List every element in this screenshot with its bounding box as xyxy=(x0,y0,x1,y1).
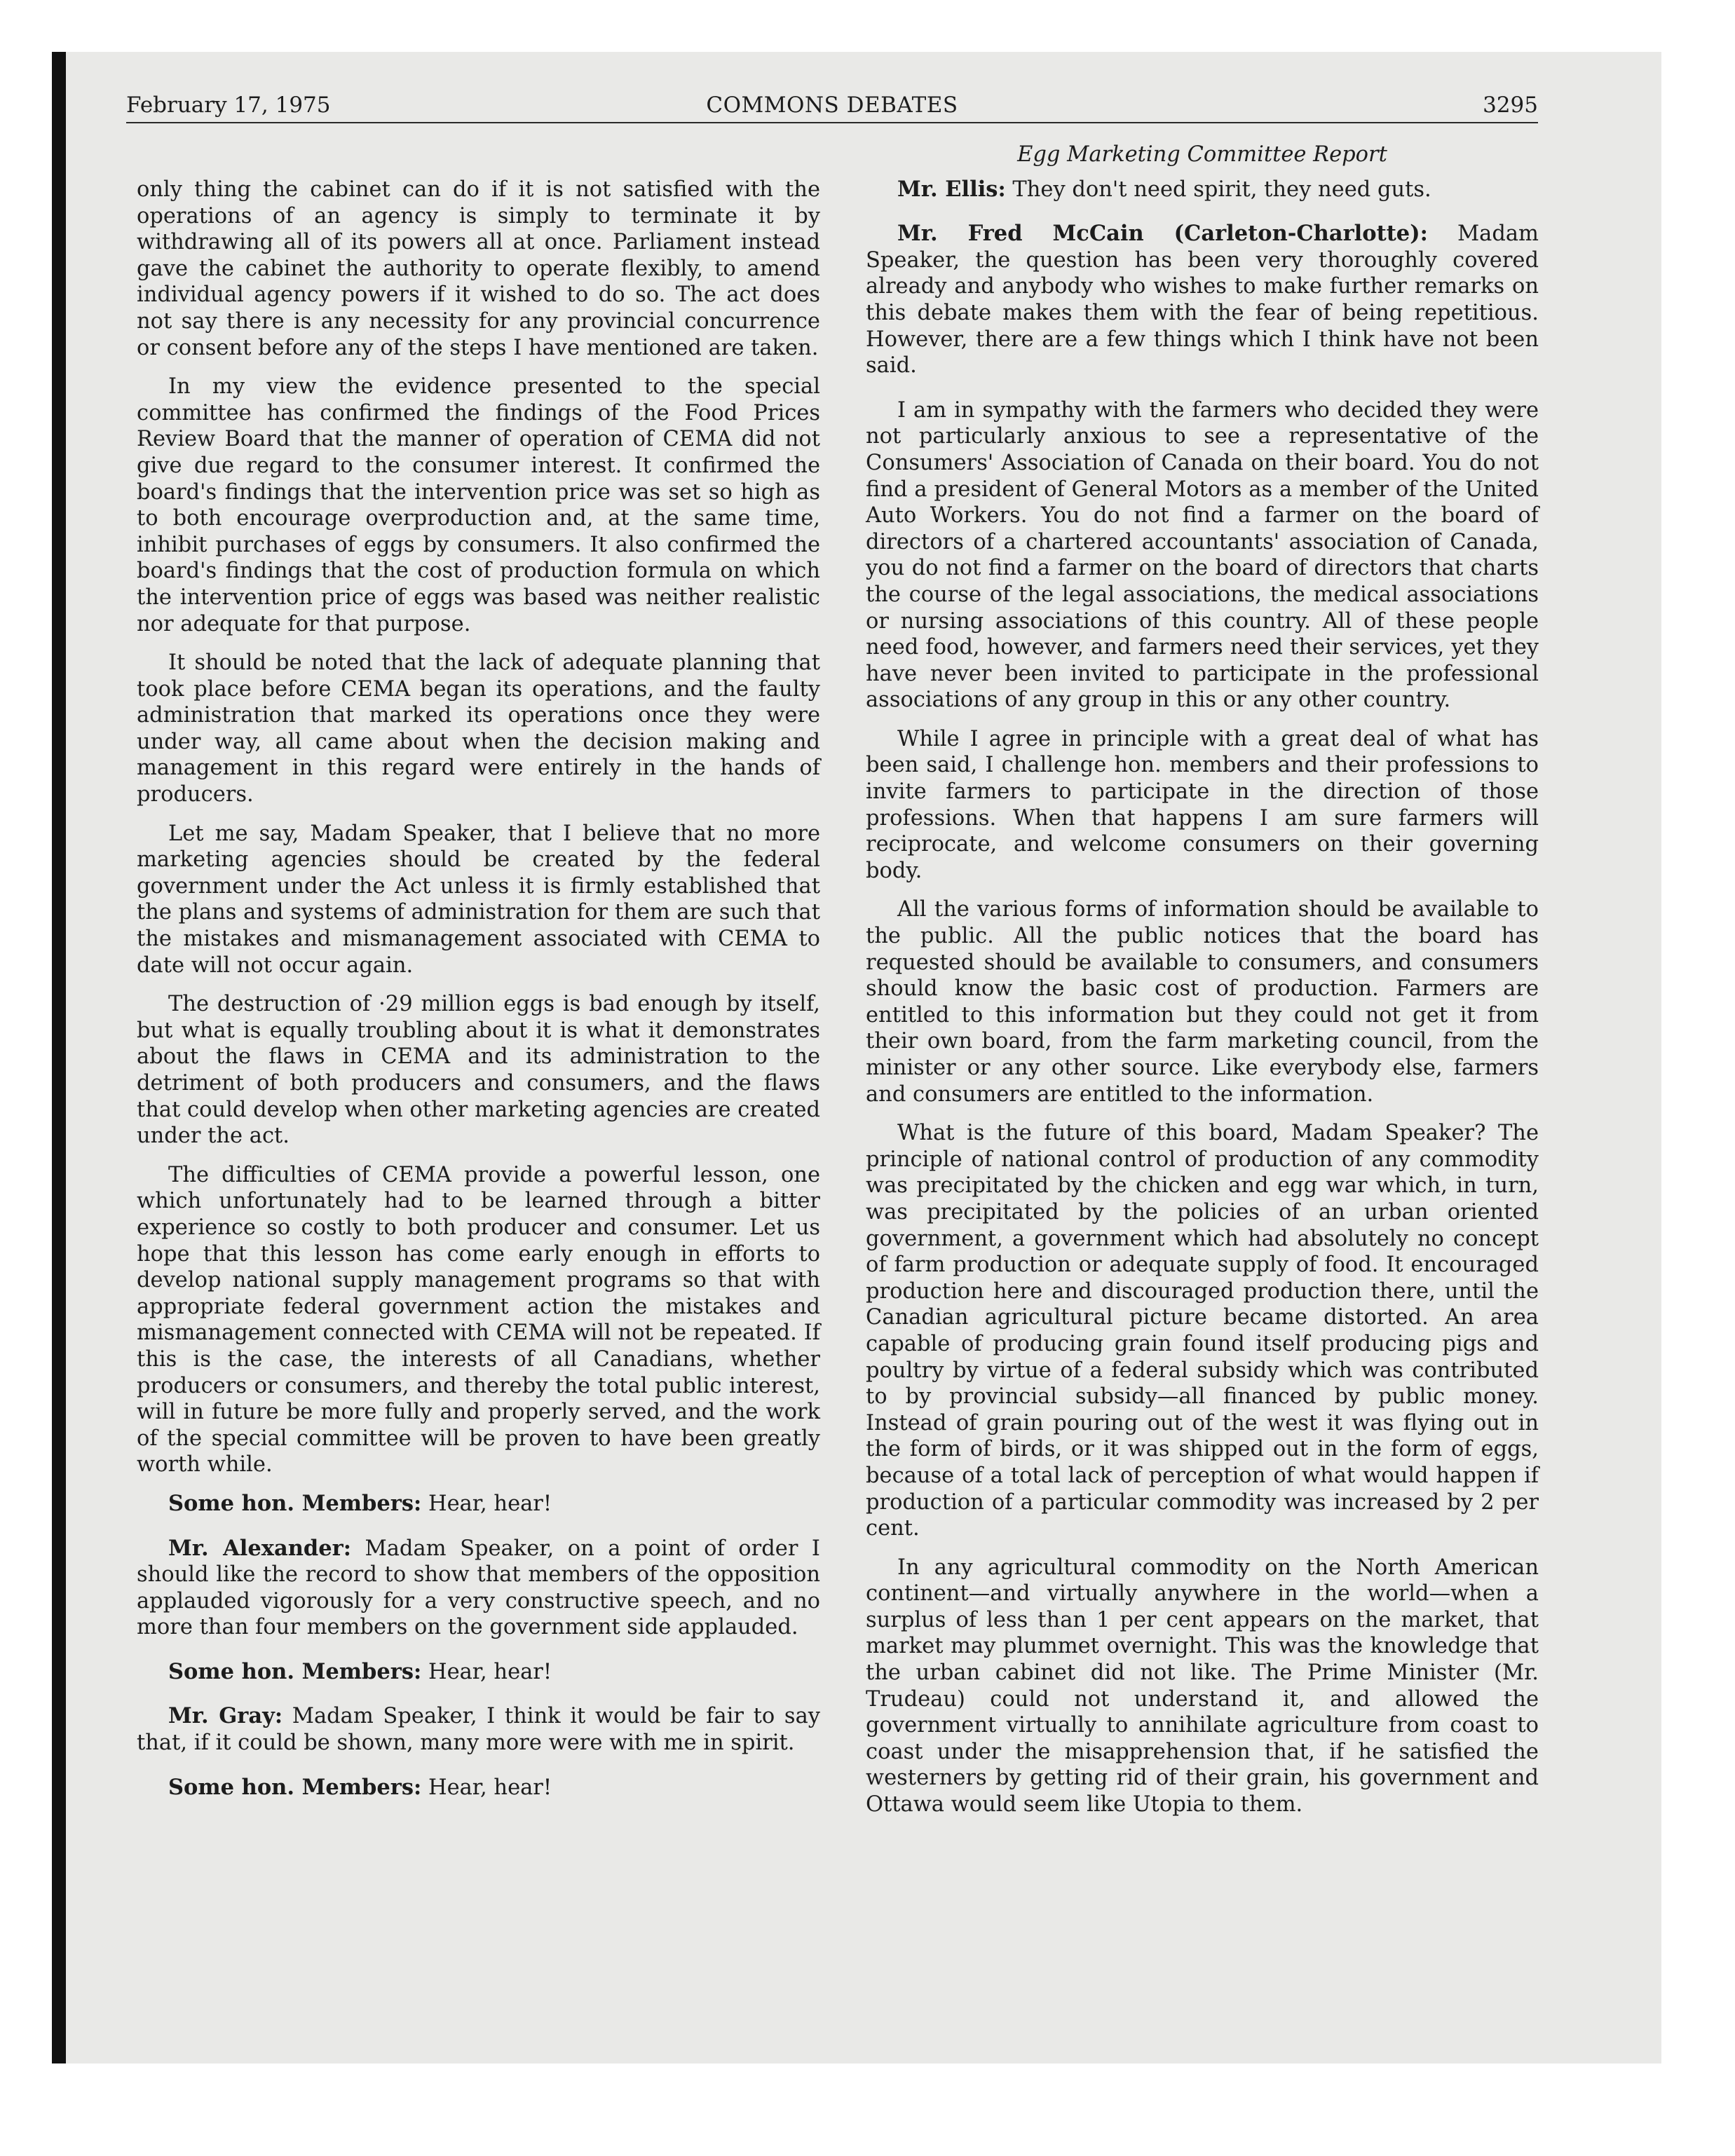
paragraph: In my view the evidence presented to the special committee has confirmed the findings of the Food Prices Review Board that the manner of operation of CEMA did not give due regard to the consumer interest. It confirmed the board's findings that the intervention price was set so high as to both encourage overproduction and, at the same time, inhibit purchases of eggs by consumers. It also confirmed the board's findings that the cost of production formula on which the intervention price of eggs was based was neither realistic nor adequate for that purpose. xyxy=(137,374,820,636)
speech xyxy=(866,221,1539,379)
speech xyxy=(137,1775,820,1801)
speech-text: Hear, hear! xyxy=(428,1491,552,1516)
speaker-name: Some hon. Members: xyxy=(168,1658,422,1684)
speaker-name: Mr. Gray: xyxy=(168,1703,283,1729)
speech-text: Madam Speaker, I think it would be fair to say that, if it could be shown, many more were with me in spirit. xyxy=(137,1704,820,1756)
speech-text: Hear, hear! xyxy=(428,1775,552,1800)
page-header xyxy=(126,91,1538,119)
paragraph: The destruction of ·29 million eggs is bad enough by itself, but what is equally troubling about it is what it demonstrates about the flaws in CEMA and its administration to the detriment of both producers and consumers, and the flaws that could develop when other marketing agencies are created under the act. xyxy=(137,992,820,1149)
speaker-name: Some hon. Members: xyxy=(168,1490,422,1516)
paragraph: The difficulties of CEMA provide a powerful lesson, one which unfortunately had to be learned through a bitter experience so costly to both producer and consumer. Let us hope that this lesson has come early enough in efforts to develop national supply management programs so that with appropriate federal government action the mistakes and mismanagement connected with CEMA will not be repeated. If this is the case, the interests of all Canadians, whether producers or consumers, and thereby the total public interest, will in future be more fully and properly served, and the work of the special committee will be proven to have been greatly worth while. xyxy=(137,1162,820,1478)
running-head: Egg Marketing Committee Report xyxy=(1017,142,1387,167)
speech-text: Hear, hear! xyxy=(428,1659,552,1684)
speaker-name: Mr. Alexander: xyxy=(168,1535,351,1561)
page-number: 3295 xyxy=(1483,93,1538,118)
speech xyxy=(137,1491,820,1517)
speech xyxy=(866,177,1539,203)
paragraph: only thing the cabinet can do if it is not satisfied with the operations of an agency is simply to terminate it by withdrawing all of its powers all at once. Parliament instead gave the cabinet the authority to operate flexibly, to amend individual agency powers if it wished to do so. The act does not say there is any necessity for any provincial concurrence or consent before any of the steps I have mentioned are taken. xyxy=(137,177,820,360)
speech-text: Madam Speaker, the question has been very thoroughly covered already and anybody who wishes to make further remarks on this debate makes them with the fear of being repetitious. However, there are a few things which I think have not been said. xyxy=(866,221,1539,378)
speech xyxy=(137,1703,820,1756)
speech xyxy=(137,1659,820,1686)
paragraph: It should be noted that the lack of adequate planning that took place before CEMA began its operations, and the faulty administration that marked its operations once they were under way, all came about when the decision making and management in this regard were entirely in the hands of producers. xyxy=(137,650,820,807)
paragraph: All the various forms of information should be available to the public. All the public notices that the board has requested should be available to consumers, and consumers should know the basic cost of production. Farmers are entitled to this information but they could not get it from their own board, from the farm marketing council, from the minister or any other source. Like everybody else, farmers and consumers are entitled to the information. xyxy=(866,897,1539,1107)
header-date: February 17, 1975 xyxy=(126,93,331,118)
speaker-name: Mr. Ellis: xyxy=(897,176,1006,202)
paragraph: What is the future of this board, Madam Speaker? The principle of national control of production of any commodity was precipitated by the chicken and egg war which, in turn, was precipitated by the policies of an urban oriented government, a government which had absolutely no concept of farm production or adequate supply of food. It encouraged production here and discouraged production there, until the Canadian agricultural picture became distorted. An area capable of producing grain found itself producing pigs and poultry by virtue of a federal subsidy which was contributed to by provincial subsidy—all financed by public money. Instead of grain pouring out of the west it was flying out in the form of birds, or it was shipped out in the form of eggs, because of a total lack of perception of what would happen if production of a particular commodity was increased by 2 per cent. xyxy=(866,1121,1539,1541)
paragraph: While I agree in principle with a great deal of what has been said, I challenge hon. members and their professions to invite farmers to participate in the direction of those professions. When that happens I am sure farmers will reciprocate, and welcome consumers on their governing body. xyxy=(866,726,1539,883)
paragraph: Let me say, Madam Speaker, that I believe that no more marketing agencies should be created by the federal government under the Act unless it is firmly established that the plans and systems of administration for them are such that the mistakes and mismanagement associated with CEMA to date will not occur again. xyxy=(137,821,820,978)
speaker-name: Mr. Fred McCain (Carleton-Charlotte): xyxy=(897,221,1428,247)
speech-text: Madam Speaker, on a point of order I should like the record to show that members of the opposition applauded vigorously for a very constructive speech, and no more than four members on the government side applauded. xyxy=(137,1536,820,1640)
paragraph: In any agricultural commodity on the North American continent—and virtually anywhere in the world—when a surplus of less than 1 per cent appears on the market, that market may plummet overnight. This was the knowledge that the urban cabinet did not like. The Prime Minister (Mr. Trudeau) could not understand it, and allowed the government virtually to annihilate agriculture from coast to coast under the misapprehension that, if he satisfied the westerners by getting rid of their grain, his government and Ottawa would seem like Utopia to them. xyxy=(866,1555,1539,1817)
header-title: COMMONS DEBATES xyxy=(706,93,958,118)
header-rule xyxy=(126,122,1538,123)
paragraph: I am in sympathy with the farmers who decided they were not particularly anxious to see a representative of the Consumers' Association of Canada on their board. You do not find a president of General Motors as a member of the United Auto Workers. You do not find a farmer on the board of directors of a chartered accountants' association of Canada, you do not find a farmer on the board of directors that charts the course of the legal associations, the medical associations or nursing associations of this country. All of these people need food, however, and farmers need their services, yet they have never been invited to participate in the professional associations of any group in this or any other country. xyxy=(866,397,1539,713)
scan-border xyxy=(52,52,66,2063)
right-column xyxy=(866,142,1539,1831)
left-column xyxy=(137,177,820,1819)
speaker-name: Some hon. Members: xyxy=(168,1774,422,1800)
speech-text: They don't need spirit, they need guts. xyxy=(1012,177,1431,202)
speech xyxy=(137,1536,820,1641)
